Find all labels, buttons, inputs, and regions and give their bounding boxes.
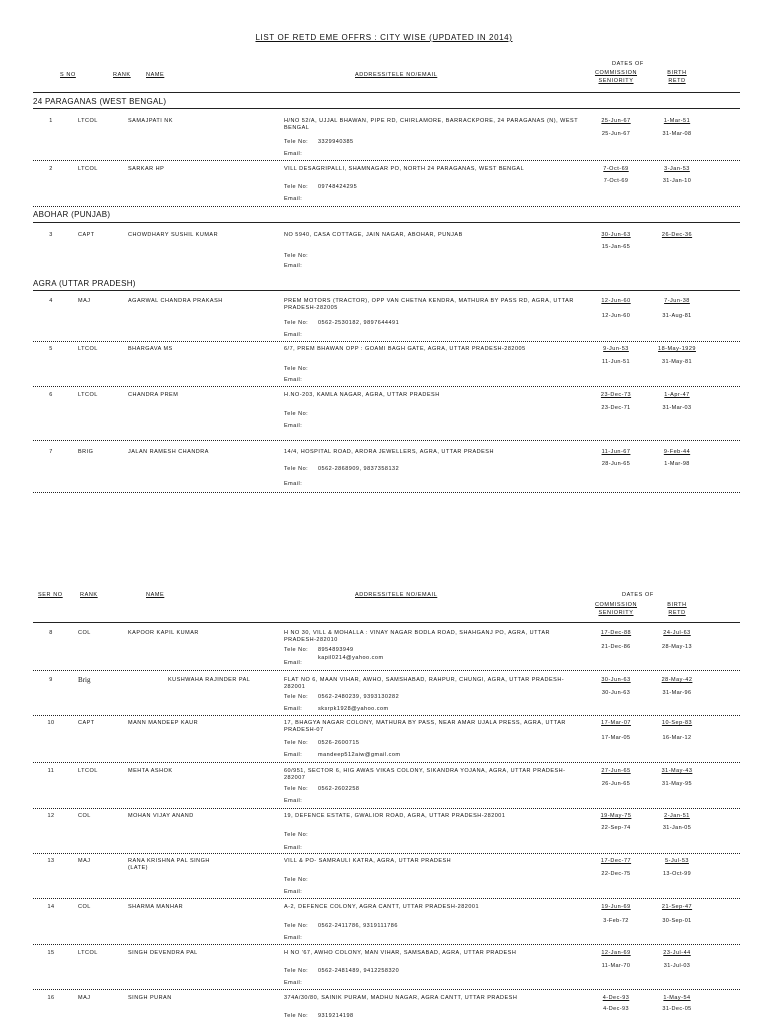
email-label: Email:	[284, 377, 303, 383]
row-name: SARKAR HP	[128, 166, 165, 172]
row-rank: LTCOL	[78, 950, 98, 956]
row-address: 60/951, SECTOR 6, HIG AWAS VIKAS COLONY, SIKANDRA YOJANA, AGRA, UTTAR PRADESH-282007	[284, 768, 566, 781]
row-retd: 31-May-95	[662, 781, 692, 787]
tele-label: Tele No:	[284, 139, 309, 145]
row-retd: 31-Dec-05	[662, 1006, 692, 1012]
row-tele	[284, 740, 359, 746]
city-heading: ABOHAR (PUNJAB)	[33, 210, 111, 219]
row-rank: CAPT	[78, 232, 95, 238]
row-rank: LTCOL	[78, 392, 98, 398]
tele-value: 0562-2602258	[318, 786, 360, 792]
row-email	[284, 481, 318, 487]
row-retd: 31-Mar-03	[662, 405, 692, 411]
row-sno: 5	[49, 346, 53, 352]
city-heading: AGRA (UTTAR PRADESH)	[33, 279, 136, 288]
row-retd: 31-Jan-05	[662, 825, 692, 831]
row-commission: 30-Jun-63	[601, 677, 631, 683]
row-name: SINGH DEVENDRA PAL	[128, 950, 198, 956]
row-divider	[33, 341, 740, 342]
header-rule	[33, 622, 740, 623]
row-tele	[284, 1013, 354, 1019]
row-name: SHARMA MANHAR	[128, 904, 184, 910]
tele-value: 0562-2530182, 9897644491	[318, 320, 400, 326]
row-sno: 1	[49, 118, 53, 124]
tele-label: Tele No:	[284, 253, 309, 259]
tele-value: 0562-2481489, 9412258320	[318, 968, 400, 974]
row-seniority: 3-Feb-72	[603, 918, 629, 924]
row-address: H NO '67, AWHO COLONY, MAN VIHAR, SAMSABAD, AGRA, UTTAR PRADESH	[284, 950, 517, 956]
header-commission: COMMISSION	[594, 602, 638, 608]
document-title: LIST OF RETD EME OFFRS : CITY WISE (UPDATED IN 2014)	[255, 33, 513, 42]
row-commission: 7-Oct-69	[603, 166, 629, 172]
row-commission: 4-Dec-93	[602, 995, 630, 1001]
tele-label: Tele No:	[284, 877, 309, 883]
row-name: MEHTA ASHOK	[128, 768, 173, 774]
row-name: MOHAN VIJAY ANAND	[128, 813, 194, 819]
row-retd: 31-Mar-08	[662, 131, 692, 137]
row-address: 17, BHAGYA NAGAR COLONY, MATHURA BY PASS, NEAR AMAR UJALA PRESS, AGRA, UTTAR PRADESH-07	[284, 720, 566, 733]
email-label: Email:	[284, 752, 303, 758]
header-seniority: SENIORITY	[598, 610, 634, 616]
row-sno: 10	[47, 720, 55, 726]
row-sno: 7	[49, 449, 53, 455]
tele-label: Tele No:	[284, 366, 309, 372]
row-name: AGARWAL CHANDRA PRAKASH	[128, 298, 223, 304]
row-rank: COL	[78, 630, 91, 636]
row-commission: 12-Jun-60	[601, 298, 631, 304]
row-commission: 11-Jun-67	[601, 449, 631, 455]
row-seniority: 28-Jun-65	[601, 461, 631, 467]
row-divider	[33, 808, 740, 809]
row-tele	[284, 647, 354, 653]
row-name: KUSHWAHA RAJINDER PAL	[168, 677, 251, 683]
email-label: Email:	[284, 889, 303, 895]
header-retd: RETD	[668, 610, 686, 616]
email-label: Email:	[284, 423, 303, 429]
row-name: JALAN RAMESH CHANDRA	[128, 449, 209, 455]
row-commission: 23-Dec-73	[600, 392, 632, 398]
row-sno: 15	[47, 950, 55, 956]
row-tele	[284, 968, 399, 974]
tele-value: 9319214198	[318, 1013, 354, 1019]
row-name: MANN MANDEEP KAUR	[128, 720, 199, 726]
row-birth: 18-May-1929	[658, 346, 696, 352]
row-retd: 31-Jan-10	[662, 178, 692, 184]
row-email	[284, 889, 318, 895]
row-name: BHARGAVA MS	[128, 346, 173, 352]
row-divider	[33, 898, 740, 899]
tele-label: Tele No:	[284, 968, 309, 974]
row-address: NO 5940, CASA COTTAGE, JAIN NAGAR, ABOHAR, PUNJAB	[284, 232, 463, 238]
email-label: Email:	[284, 980, 303, 986]
row-retd: 28-May-13	[662, 644, 692, 650]
dates-of-label: DATES OF	[622, 592, 654, 598]
row-retd: 31-Mar-96	[662, 690, 692, 696]
tele-label: Tele No:	[284, 411, 309, 417]
row-sno: 9	[49, 677, 53, 683]
row-birth: 7-Jun-38	[664, 298, 690, 304]
tele-label: Tele No:	[284, 1013, 309, 1019]
row-tele	[284, 184, 357, 190]
row-birth: 3-Jan-53	[664, 166, 690, 172]
header-address: ADDRESS/TELE NO/EMAIL	[355, 592, 438, 598]
row-address: 14/4, HOSPITAL ROAD, ARORA JEWELLERS, AGRA, UTTAR PRADESH	[284, 449, 494, 455]
tele-value: 0562-2868909, 9837358132	[318, 466, 400, 472]
row-commission: 12-Jan-69	[601, 950, 631, 956]
header-rank: RANK	[113, 72, 131, 78]
header-sno: S NO	[60, 72, 76, 78]
row-birth: 1-Apr-47	[664, 392, 690, 398]
row-address: FLAT NO 6, MAAN VIHAR, AWHO, SAMSHABAD, RAHPUR, CHUNGI, AGRA, UTTAR PRADESH-282001	[284, 677, 565, 690]
tele-value: 3329940385	[318, 139, 354, 145]
row-seniority: 23-Dec-71	[601, 405, 631, 411]
tele-label: Tele No:	[284, 832, 309, 838]
row-divider	[33, 989, 740, 990]
row-birth: 31-May-43	[661, 768, 693, 774]
row-seniority: 4-Dec-93	[603, 1006, 629, 1012]
row-rank: CAPT	[78, 720, 95, 726]
row-tele	[284, 366, 318, 372]
row-sno: 12	[47, 813, 55, 819]
row-commission: 9-Jun-53	[603, 346, 629, 352]
row-tele	[284, 786, 359, 792]
row-birth: 28-May-42	[661, 677, 693, 683]
row-tele	[284, 320, 399, 326]
row-commission: 27-Jun-65	[601, 768, 631, 774]
row-sno: 11	[47, 768, 55, 774]
row-divider	[33, 206, 740, 207]
header-birth: BIRTH	[667, 602, 687, 608]
row-birth: 5-Jul-53	[665, 858, 689, 864]
row-divider	[33, 715, 740, 716]
header-rank: RANK	[80, 592, 98, 598]
row-email	[284, 980, 318, 986]
email-label: Email:	[284, 706, 303, 712]
row-address: VILL & PO- SAMRAULI KATRA, AGRA, UTTAR PRADESH	[284, 858, 452, 864]
tele-label: Tele No:	[284, 320, 309, 326]
header-retd: RETD	[668, 78, 686, 84]
row-address: 19, DEFENCE ESTATE, GWALIOR ROAD, AGRA, UTTAR PRADESH-282001	[284, 813, 506, 819]
row-commission: 25-Jun-67	[601, 118, 631, 124]
row-email	[284, 377, 318, 383]
city-heading: 24 PARAGANAS (WEST BENGAL)	[33, 97, 167, 106]
tele-value: 8954893949	[318, 647, 354, 653]
header-sno: SER NO	[38, 592, 63, 598]
row-sno: 14	[47, 904, 55, 910]
email-value: mandeep512aiw@gmail.com	[318, 752, 401, 758]
row-tele	[284, 923, 398, 929]
row-rank: COL	[78, 813, 91, 819]
row-seniority: 22-Dec-75	[601, 871, 631, 877]
tele-value: 0562-2480239, 9393130282	[318, 694, 400, 700]
row-commission: 17-Dec-88	[600, 630, 632, 636]
row-seniority: 7-Oct-69	[603, 178, 629, 184]
row-retd: 13-Oct-99	[662, 871, 692, 877]
email-label: Email:	[284, 798, 303, 804]
dates-of-label: DATES OF	[612, 61, 644, 67]
row-seniority: 25-Jun-67	[601, 131, 631, 137]
row-seniority: 11-Mar-70	[601, 963, 631, 969]
row-commission: 17-Mar-07	[601, 720, 631, 726]
row-email	[284, 263, 318, 269]
row-name: SINGH PURAN	[128, 995, 172, 1001]
row-name: SAMAJPATI NK	[128, 118, 173, 124]
row-seniority: 11-Jun-51	[602, 359, 630, 365]
row-commission: 19-May-75	[600, 813, 632, 819]
header-seniority: SENIORITY	[598, 78, 634, 84]
tele-label: Tele No:	[284, 694, 309, 700]
row-seniority: 15-Jan-65	[601, 244, 631, 250]
email-label: Email:	[284, 196, 303, 202]
row-divider	[33, 670, 740, 671]
city-rule	[33, 108, 740, 109]
row-seniority: 22-Sep-74	[601, 825, 631, 831]
row-divider	[33, 492, 740, 493]
email-label: Email:	[284, 660, 303, 666]
header-rule	[33, 92, 740, 93]
row-sno: 6	[49, 392, 53, 398]
row-rank: LTCOL	[78, 118, 98, 124]
tele-value: 0526-2600715	[318, 740, 360, 746]
row-name: CHANDRA PREM	[128, 392, 179, 398]
city-rule	[33, 290, 740, 291]
row-birth: 24-Jul-63	[663, 630, 691, 636]
row-sno: 4	[49, 298, 53, 304]
row-tele	[284, 694, 399, 700]
header-name: NAME	[146, 72, 165, 78]
header-birth: BIRTH	[667, 70, 687, 76]
row-divider	[33, 944, 740, 945]
row-sno: 16	[47, 995, 55, 1001]
row-email	[284, 196, 318, 202]
row-divider	[33, 440, 740, 441]
row-birth: 1-May-54	[663, 995, 691, 1001]
row-email	[284, 845, 318, 851]
row-tele	[284, 877, 318, 883]
email-label: Email:	[284, 481, 303, 487]
row-birth: 21-Sep-47	[661, 904, 693, 910]
row-tele	[284, 411, 318, 417]
row-email	[284, 332, 318, 338]
row-retd: 31-Aug-81	[662, 313, 692, 319]
row-sno: 3	[49, 232, 53, 238]
row-seniority: 26-Jun-65	[601, 781, 631, 787]
row-retd: 31-Jul-03	[663, 963, 691, 969]
tele-label: Tele No:	[284, 647, 309, 653]
row-divider	[33, 762, 740, 763]
tele-label: Tele No:	[284, 786, 309, 792]
row-sno: 13	[47, 858, 55, 864]
header-name: NAME	[146, 592, 165, 598]
row-divider	[33, 160, 740, 161]
row-retd: 30-Sep-01	[662, 918, 692, 924]
row-commission: 19-Jun-69	[601, 904, 631, 910]
row-address: H.NO-203, KAMLA NAGAR, AGRA, UTTAR PRADESH	[284, 392, 440, 398]
row-birth: 2-Jan-51	[664, 813, 690, 819]
row-commission: 30-Jun-63	[601, 232, 631, 238]
row-birth: 9-Feb-44	[663, 449, 691, 455]
row-email	[284, 706, 389, 712]
tele-label: Tele No:	[284, 740, 309, 746]
header-commission: COMMISSION	[594, 70, 638, 76]
city-rule	[33, 222, 740, 223]
tele-label: Tele No:	[284, 184, 309, 190]
email-value: kapil0214@yahoo.com	[318, 655, 384, 661]
row-address: 374A/30/80, SAINIK PURAM, MADHU NAGAR, AGRA CANTT, UTTAR PRADESH	[284, 995, 518, 1001]
row-address: 6/7, PREM BHAWAN OPP : GOAMI BAGH GATE, AGRA, UTTAR PRADESH-282005	[284, 346, 526, 352]
row-name: KAPOOR KAPIL KUMAR	[128, 630, 199, 636]
row-address: H/NO 52/A, UJJAL BHAWAN, PIPE RD, CHIRLAMORE, BARRACKPORE, 24 PARAGANAS (N), WEST BENGAL	[284, 118, 578, 131]
email-value: sksrpk1928@yahoo.com	[318, 706, 389, 712]
row-birth: 1-Mar-51	[663, 118, 691, 124]
row-sno: 8	[49, 630, 53, 636]
row-rank: MAJ	[78, 858, 91, 864]
email-label: Email:	[284, 151, 303, 157]
row-tele	[284, 832, 318, 838]
row-email	[284, 151, 318, 157]
row-email	[284, 798, 318, 804]
email-label: Email:	[284, 332, 303, 338]
row-address: H NO 30, VILL & MOHALLA : VINAY NAGAR BODLA ROAD, SHAHGANJ PO, AGRA, UTTAR PRADESH-282010	[284, 630, 551, 643]
email-label: Email:	[284, 263, 303, 269]
row-rank: MAJ	[78, 995, 91, 1001]
row-retd: 16-Mar-12	[662, 735, 692, 741]
row-retd: 31-May-81	[662, 359, 692, 365]
row-birth: 23-Jul-44	[663, 950, 691, 956]
row-rank: MAJ	[78, 298, 91, 304]
row-tele	[284, 253, 318, 259]
row-birth: 26-Dec-36	[661, 232, 693, 238]
row-email	[284, 935, 318, 941]
row-rank: LTCOL	[78, 166, 98, 172]
email-label: Email:	[284, 845, 303, 851]
row-divider	[33, 853, 740, 854]
row-seniority: 21-Dec-86	[601, 644, 631, 650]
row-rank: COL	[78, 904, 91, 910]
row-email	[284, 752, 401, 758]
row-rank: BRIG	[78, 449, 94, 455]
row-rank: Brig	[78, 676, 91, 684]
row-name: CHOWDHARY SUSHIL KUMAR	[128, 232, 219, 238]
tele-label: Tele No:	[284, 466, 309, 472]
row-birth: 10-Sep-83	[661, 720, 693, 726]
row-seniority: 30-Jun-63	[601, 690, 631, 696]
row-email	[284, 655, 384, 666]
row-name: RANA KRISHNA PAL SINGH (LATE)	[128, 858, 210, 871]
row-tele	[284, 139, 354, 145]
row-email	[284, 423, 318, 429]
row-commission: 17-Dec-77	[600, 858, 632, 864]
tele-label: Tele No:	[284, 923, 309, 929]
row-tele	[284, 466, 399, 472]
row-retd: 1-Mar-98	[664, 461, 690, 467]
tele-value: 09748424295	[318, 184, 358, 190]
row-rank: LTCOL	[78, 768, 98, 774]
row-seniority: 12-Jun-60	[601, 313, 631, 319]
row-address: VILL DESAGRIPALLI, SHAMNAGAR PO, NORTH 24 PARAGANAS, WEST BENGAL	[284, 166, 525, 172]
row-address: PREM MOTORS (TRACTOR), OPP VAN CHETNA KENDRA, MATHURA BY PASS RD, AGRA, UTTAR PRADESH-282005	[284, 298, 574, 311]
header-address: ADDRESS/TELE NO/EMAIL	[355, 72, 438, 78]
row-divider	[33, 386, 740, 387]
row-sno: 2	[49, 166, 53, 172]
row-address: A-2, DEFENCE COLONY, AGRA CANTT, UTTAR PRADESH-282001	[284, 904, 480, 910]
email-label: Email:	[284, 935, 303, 941]
row-seniority: 17-Mar-05	[601, 735, 631, 741]
row-rank: LTCOL	[78, 346, 98, 352]
tele-value: 0562-2411786, 9319111786	[318, 923, 398, 929]
